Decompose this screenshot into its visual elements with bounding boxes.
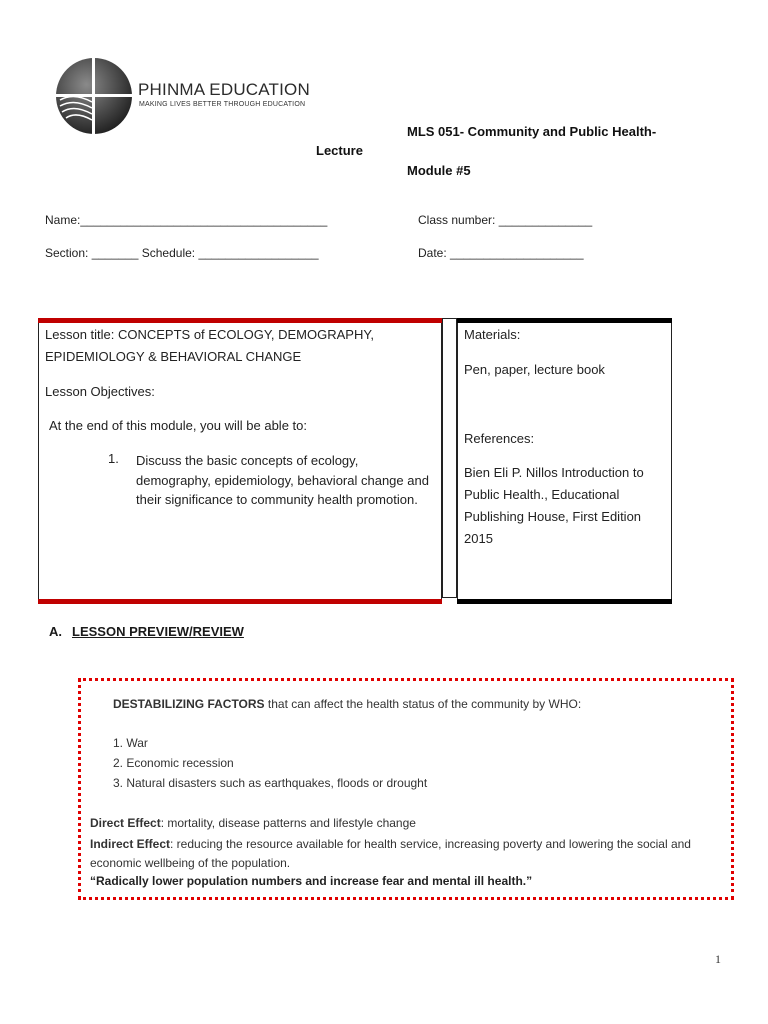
black-top-bar — [457, 318, 672, 323]
logo-tagline: MAKING LIVES BETTER THROUGH EDUCATION — [139, 101, 306, 108]
materials-label: Materials: — [464, 327, 521, 342]
direct-effect-text: : mortality, disease patterns and lifestyle change — [160, 816, 416, 830]
direct-effect-label: Direct Effect — [90, 816, 161, 830]
list-item: 1. War — [113, 736, 148, 750]
course-title-lecture: Lecture — [316, 143, 363, 158]
indirect-effect-text: : reducing the resource available for health service, increasing poverty and lowering the social and economic wellbeing of the population. — [90, 837, 691, 870]
objective-text: Discuss the basic concepts of ecology, demography, epidemiology, behavioral change and their significance to community health promotion. — [136, 453, 429, 507]
preview-heading-rest: that can affect the health status of the community by WHO: — [264, 697, 582, 711]
section-schedule-field[interactable]: Section: _______ Schedule: __________________ — [45, 246, 319, 260]
direct-effect — [90, 816, 416, 830]
preview-heading-bold: DESTABILIZING FACTORS — [113, 697, 265, 711]
lesson-objectives-intro: At the end of this module, you will be able to: — [49, 418, 307, 433]
list-item: 3. Natural disasters such as earthquakes, floods or drought — [113, 776, 428, 790]
objective-number: 1. — [108, 451, 119, 466]
section-letter: A. — [49, 624, 62, 639]
lesson-title: Lesson title: CONCEPTS of ECOLOGY, DEMOGRAPHY, EPIDEMIOLOGY & BEHAVIORAL CHANGE — [45, 327, 374, 364]
module-number: Module #5 — [407, 163, 471, 178]
preview-heading — [113, 697, 581, 711]
preview-quote: “Radically lower population numbers and increase fear and mental ill health.” — [90, 874, 533, 888]
class-number-field[interactable]: Class number: ______________ — [418, 213, 593, 227]
black-bottom-bar — [457, 599, 672, 604]
indirect-effect — [90, 835, 720, 873]
references-label: References: — [464, 431, 535, 446]
red-bottom-bar — [38, 599, 442, 604]
references-text: Bien Eli P. Nillos Introduction to Public Health., Educational Publishing House, First Edition 2015 — [464, 465, 644, 546]
phinma-logo-icon — [54, 56, 134, 136]
materials-text: Pen, paper, lecture book — [464, 362, 605, 377]
logo-name: PHINMA EDUCATION — [138, 80, 310, 99]
indirect-effect-label: Indirect Effect — [90, 837, 171, 851]
course-title: MLS 051- Community and Public Health- — [407, 124, 657, 139]
date-field[interactable]: Date: ____________________ — [418, 246, 584, 260]
lesson-objectives-label: Lesson Objectives: — [45, 384, 155, 399]
name-field[interactable]: Name:_____________________________________ — [45, 213, 328, 227]
section-heading — [49, 624, 244, 639]
page-number: 1 — [715, 952, 721, 966]
section-title: LESSON PREVIEW/REVIEW — [72, 624, 244, 639]
divider-box — [442, 318, 457, 598]
red-top-bar — [38, 318, 442, 323]
list-item: 2. Economic recession — [113, 756, 234, 770]
